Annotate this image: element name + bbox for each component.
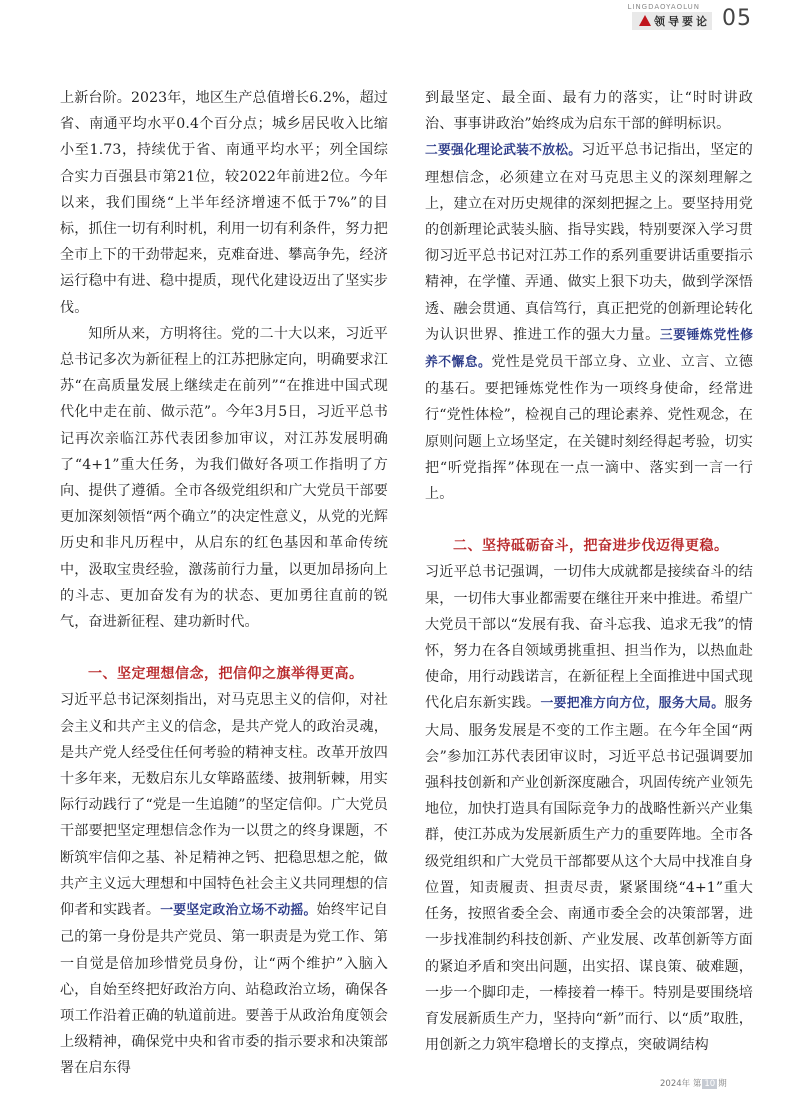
- paragraph-text: 习近平总书记深刻指出，对马克思主义的信仰，对社会主义和共产主义的信念，是共产党人的政治灵魂，是共产党人经受住任何考验的精神支柱。改革开放四十多年来，无数启东儿女筚路蓝缕、披荆斩棘，用实际行动践行了“党是一生追随”的坚定信仰。广大党员干部要把坚定理想信念作为一以贯之的终身课题，不断筑牢信仰之基、补足精神之钙、把稳思想之舵，做共产主义远大理想和中国特色社会主义共同理想的信仰者和实践者。: [60, 692, 388, 919]
- section-pinyin: LINGDAOYAOLUN: [627, 3, 700, 11]
- page-footer: [660, 1077, 727, 1089]
- right-column: [425, 85, 753, 1058]
- paragraph-text: 党性是党员干部立身、立业、立言、立德的基石。要把锤炼党性作为一项终身使命，经常进行“党性体检”，检视自己的理论素养、党性观念，在原则问题上立场坚定，在关键时刻经得起考验，切实把“听党指挥”体现在一点一滴中、落实到一言一行上。: [425, 354, 753, 503]
- page-number: 05: [722, 6, 752, 31]
- spacer: [60, 635, 388, 661]
- keyword-heading: 一要把准方向方位，服务大局。: [540, 696, 725, 712]
- spacer: [425, 507, 753, 533]
- section-heading-2: 二、坚持砥砺奋斗，把奋进步伐迈得更稳。: [453, 538, 729, 555]
- keyword-heading: 三要锤炼党性修养不懈怠。: [425, 327, 753, 371]
- paragraph: [60, 687, 388, 1081]
- paragraph: [425, 85, 753, 137]
- footer-issue-suffix: 期: [718, 1079, 727, 1089]
- footer-year: 2024年: [660, 1079, 691, 1089]
- footer-issue-number: 10: [704, 1079, 716, 1089]
- paragraph-text: 服务大局、服务发展是不变的工作主题。在今年全国“两会”参加江苏代表团审议时，习近平总书记强调要加强科技创新和产业创新深度融合，巩固传统产业领先地位，加快打造具有国际竞争力的战略性新兴产业集群，使江苏成为发展新质生产力的重要阵地。全市各级党组织和广大党员干部都要从这个大局中找准自身位置，知责履责、担责尽责，紧紧围绕“4+1”重大任务，按照省委全会、南通市委全会的决策部署，进一步找准制约科技创新、产业发展、改革创新等方面的紧迫矛盾和突出问题，出实招、谋良策、破难题，一步一个脚印走，一棒接着一棒干。特别是要围绕培育发展新质生产力，坚持向“新”而行、以“质”取胜，用创新之力筑牢稳增长的支撑点，突破调结构: [425, 695, 754, 1054]
- triangle-icon: [639, 15, 651, 26]
- left-column: [60, 85, 388, 1082]
- page-header: [0, 0, 800, 40]
- paragraph-text: 始终牢记自己的第一身份是共产党员、第一职责是为党工作、第一自觉是倍加珍惜党员身份，让“两个维护”入脑入心，自始至终把好政治方向、站稳政治立场，确保各项工作沿着正确的轨道前进。要善于从政治角度领会上级精神，确保党中央和省市委的指示要求和决策部署在启东得: [60, 902, 389, 1077]
- paragraph: [425, 137, 753, 507]
- footer-issue-prefix: 第: [692, 1079, 702, 1089]
- paragraph-text: 习近平总书记强调，一切伟大成就都是接续奋斗的结果，一切伟大事业都需要在继往开来中推进。希望广大党员干部以“发展有我、奋斗忘我、追求无我”的情怀，努力在各自领域勇挑重担、担当作为，以热血赴使命，用行动践诺言，在新征程上全面推进中国式现代化启东新实践。: [425, 564, 753, 712]
- keyword-heading: 一要坚定政治立场不动摇。: [160, 903, 317, 919]
- paragraph-text: 习近平总书记指出，坚定的理想信念，必须建立在对马克思主义的深刻理解之上，建立在对历史规律的深刻把握之上。要坚持用党的创新理论武装头脑、指导实践，特别要深入学习贯彻习近平总书记对江苏工作的系列重要讲话重要指示精神，在学懂、弄通、做实上狠下功夫，做到学深悟透、融会贯通、真信笃行，真正把党的创新理论转化为认识世界、推进工作的强大力量。: [425, 142, 753, 343]
- paragraph-text: 到最坚定、最全面、最有力的落实，让“时时讲政治、事事讲政治”始终成为启东干部的鲜明标识。: [425, 90, 753, 133]
- keyword-heading: 二要强化理论武装不放松。: [425, 143, 582, 159]
- section-heading-1: 一、坚定理想信念，把信仰之旗举得更高。: [88, 666, 364, 683]
- paragraph: 上新台阶。2023年，地区生产总值增长6.2%，超过省、南通平均水平0.4个百分点；城乡居民收入比缩小至1.73，持续优于省、南通平均水平；列全国综合实力百强县市第21位，较2022年前进2位。今年以来，我们围绕“上半年经济增速不低于7%”的目标，抓住一切有利时机，利用一切有利条件，努力把全市上下的干劲带起来，克难奋进、攀高争先，经济运行稳中有进、稳中提质，现代化建设迈出了坚实步伐。: [60, 90, 388, 316]
- paragraph: 知所从来，方明将往。党的二十大以来，习近平总书记多次为新征程上的江苏把脉定向，明确要求江苏“在高质量发展上继续走在前列”“在推进中国式现代化中走在前、做示范”。今年3月5日，习近平总书记再次亲临江苏代表团参加审议，对江苏发展明确了“4+1”重大任务，为我们做好各项工作指明了方向、提供了遵循。全市各级党组织和广大党员干部要更加深刻领悟“两个确立”的决定性意义，从党的光辉历史和非凡历程中，从启东的红色基因和革命传统中，汲取宝贵经验，激荡前行力量，以更加昂扬向上的斗志、更加奋发有为的状态、更加勇往直前的锐气，奋进新征程、建功新时代。: [60, 325, 388, 631]
- section-label: 领导要论: [654, 15, 710, 28]
- paragraph: [425, 559, 753, 1058]
